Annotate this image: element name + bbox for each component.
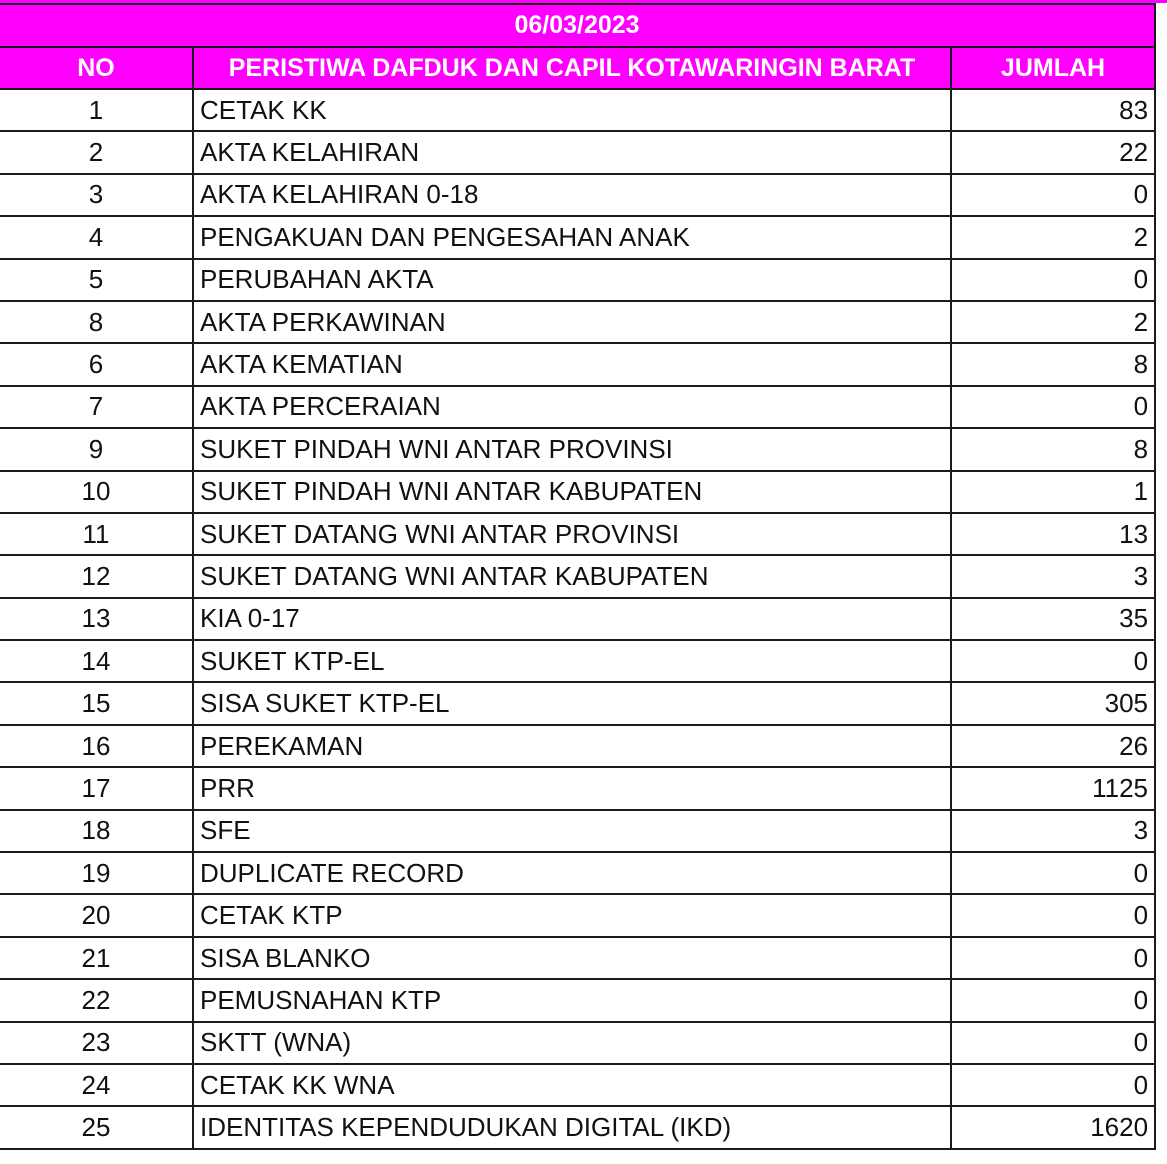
row-number-cell: 20 (0, 894, 193, 936)
total-cell: 1620 (951, 1106, 1155, 1148)
event-name-cell: AKTA KELAHIRAN 0-18 (193, 174, 951, 216)
row-number-cell: 6 (0, 343, 193, 385)
event-name-cell: SUKET PINDAH WNI ANTAR PROVINSI (193, 428, 951, 470)
total-cell: 0 (951, 174, 1155, 216)
report-sheet (0, 3, 1155, 1150)
event-name-cell: CETAK KK WNA (193, 1064, 951, 1106)
event-name-cell: SKTT (WNA) (193, 1022, 951, 1064)
row-number-cell: 24 (0, 1064, 193, 1106)
table-row (0, 343, 1155, 385)
total-cell: 2 (951, 301, 1155, 343)
event-name-cell: CETAK KTP (193, 894, 951, 936)
header-row (0, 47, 1155, 89)
row-number-cell: 13 (0, 598, 193, 640)
event-name-cell: AKTA KELAHIRAN (193, 131, 951, 173)
table-row (0, 725, 1155, 767)
table-row (0, 894, 1155, 936)
row-number-cell: 4 (0, 216, 193, 258)
total-cell: 83 (951, 89, 1155, 131)
column-header-event: PERISTIWA DAFDUK DAN CAPIL KOTAWARINGIN BARAT (193, 47, 951, 89)
row-number-cell: 2 (0, 131, 193, 173)
row-number-cell: 25 (0, 1106, 193, 1148)
event-name-cell: PERUBAHAN AKTA (193, 259, 951, 301)
event-name-cell: SUKET KTP-EL (193, 640, 951, 682)
total-cell: 3 (951, 555, 1155, 597)
table-row (0, 131, 1155, 173)
table-row (0, 471, 1155, 513)
event-name-cell: DUPLICATE RECORD (193, 852, 951, 894)
total-cell: 8 (951, 428, 1155, 470)
table-row (0, 640, 1155, 682)
row-number-cell: 12 (0, 555, 193, 597)
row-number-cell: 19 (0, 852, 193, 894)
total-cell: 0 (951, 386, 1155, 428)
table-row (0, 979, 1155, 1021)
table-row (0, 513, 1155, 555)
total-cell: 0 (951, 852, 1155, 894)
row-number-cell: 9 (0, 428, 193, 470)
table-body (0, 89, 1155, 1149)
total-cell: 1125 (951, 767, 1155, 809)
row-number-cell: 16 (0, 725, 193, 767)
event-name-cell: AKTA PERCERAIAN (193, 386, 951, 428)
event-name-cell: IDENTITAS KEPENDUDUKAN DIGITAL (IKD) (193, 1106, 951, 1148)
total-cell: 0 (951, 894, 1155, 936)
row-number-cell: 18 (0, 810, 193, 852)
event-name-cell: SISA BLANKO (193, 937, 951, 979)
report-table (0, 3, 1156, 1150)
total-cell: 0 (951, 640, 1155, 682)
event-name-cell: KIA 0-17 (193, 598, 951, 640)
total-cell: 3 (951, 810, 1155, 852)
table-row (0, 174, 1155, 216)
table-row (0, 89, 1155, 131)
total-cell: 0 (951, 937, 1155, 979)
row-number-cell: 5 (0, 259, 193, 301)
row-number-cell: 11 (0, 513, 193, 555)
table-row (0, 1022, 1155, 1064)
table-row (0, 386, 1155, 428)
table-row (0, 767, 1155, 809)
total-cell: 0 (951, 979, 1155, 1021)
row-number-cell: 1 (0, 89, 193, 131)
total-cell: 35 (951, 598, 1155, 640)
event-name-cell: SUKET PINDAH WNI ANTAR KABUPATEN (193, 471, 951, 513)
title-row (0, 4, 1155, 47)
table-row (0, 937, 1155, 979)
row-number-cell: 3 (0, 174, 193, 216)
row-number-cell: 21 (0, 937, 193, 979)
event-name-cell: SISA SUKET KTP-EL (193, 682, 951, 724)
event-name-cell: SUKET DATANG WNI ANTAR PROVINSI (193, 513, 951, 555)
total-cell: 0 (951, 259, 1155, 301)
event-name-cell: PEREKAMAN (193, 725, 951, 767)
table-row (0, 555, 1155, 597)
event-name-cell: PENGAKUAN DAN PENGESAHAN ANAK (193, 216, 951, 258)
event-name-cell: CETAK KK (193, 89, 951, 131)
total-cell: 13 (951, 513, 1155, 555)
row-number-cell: 10 (0, 471, 193, 513)
total-cell: 8 (951, 343, 1155, 385)
table-row (0, 682, 1155, 724)
column-header-no: NO (0, 47, 193, 89)
table-row (0, 852, 1155, 894)
row-number-cell: 22 (0, 979, 193, 1021)
row-number-cell: 15 (0, 682, 193, 724)
event-name-cell: AKTA KEMATIAN (193, 343, 951, 385)
table-row (0, 598, 1155, 640)
total-cell: 26 (951, 725, 1155, 767)
total-cell: 0 (951, 1022, 1155, 1064)
table-row (0, 301, 1155, 343)
table-row (0, 216, 1155, 258)
table-row (0, 810, 1155, 852)
total-cell: 1 (951, 471, 1155, 513)
report-date-title: 06/03/2023 (0, 4, 1155, 47)
table-row (0, 259, 1155, 301)
total-cell: 0 (951, 1064, 1155, 1106)
event-name-cell: SFE (193, 810, 951, 852)
total-cell: 22 (951, 131, 1155, 173)
row-number-cell: 23 (0, 1022, 193, 1064)
table-row (0, 1106, 1155, 1148)
column-header-total: JUMLAH (951, 47, 1155, 89)
row-number-cell: 17 (0, 767, 193, 809)
total-cell: 2 (951, 216, 1155, 258)
row-number-cell: 7 (0, 386, 193, 428)
total-cell: 305 (951, 682, 1155, 724)
event-name-cell: AKTA PERKAWINAN (193, 301, 951, 343)
event-name-cell: PEMUSNAHAN KTP (193, 979, 951, 1021)
row-number-cell: 8 (0, 301, 193, 343)
event-name-cell: SUKET DATANG WNI ANTAR KABUPATEN (193, 555, 951, 597)
table-row (0, 1064, 1155, 1106)
row-number-cell: 14 (0, 640, 193, 682)
table-row (0, 428, 1155, 470)
event-name-cell: PRR (193, 767, 951, 809)
